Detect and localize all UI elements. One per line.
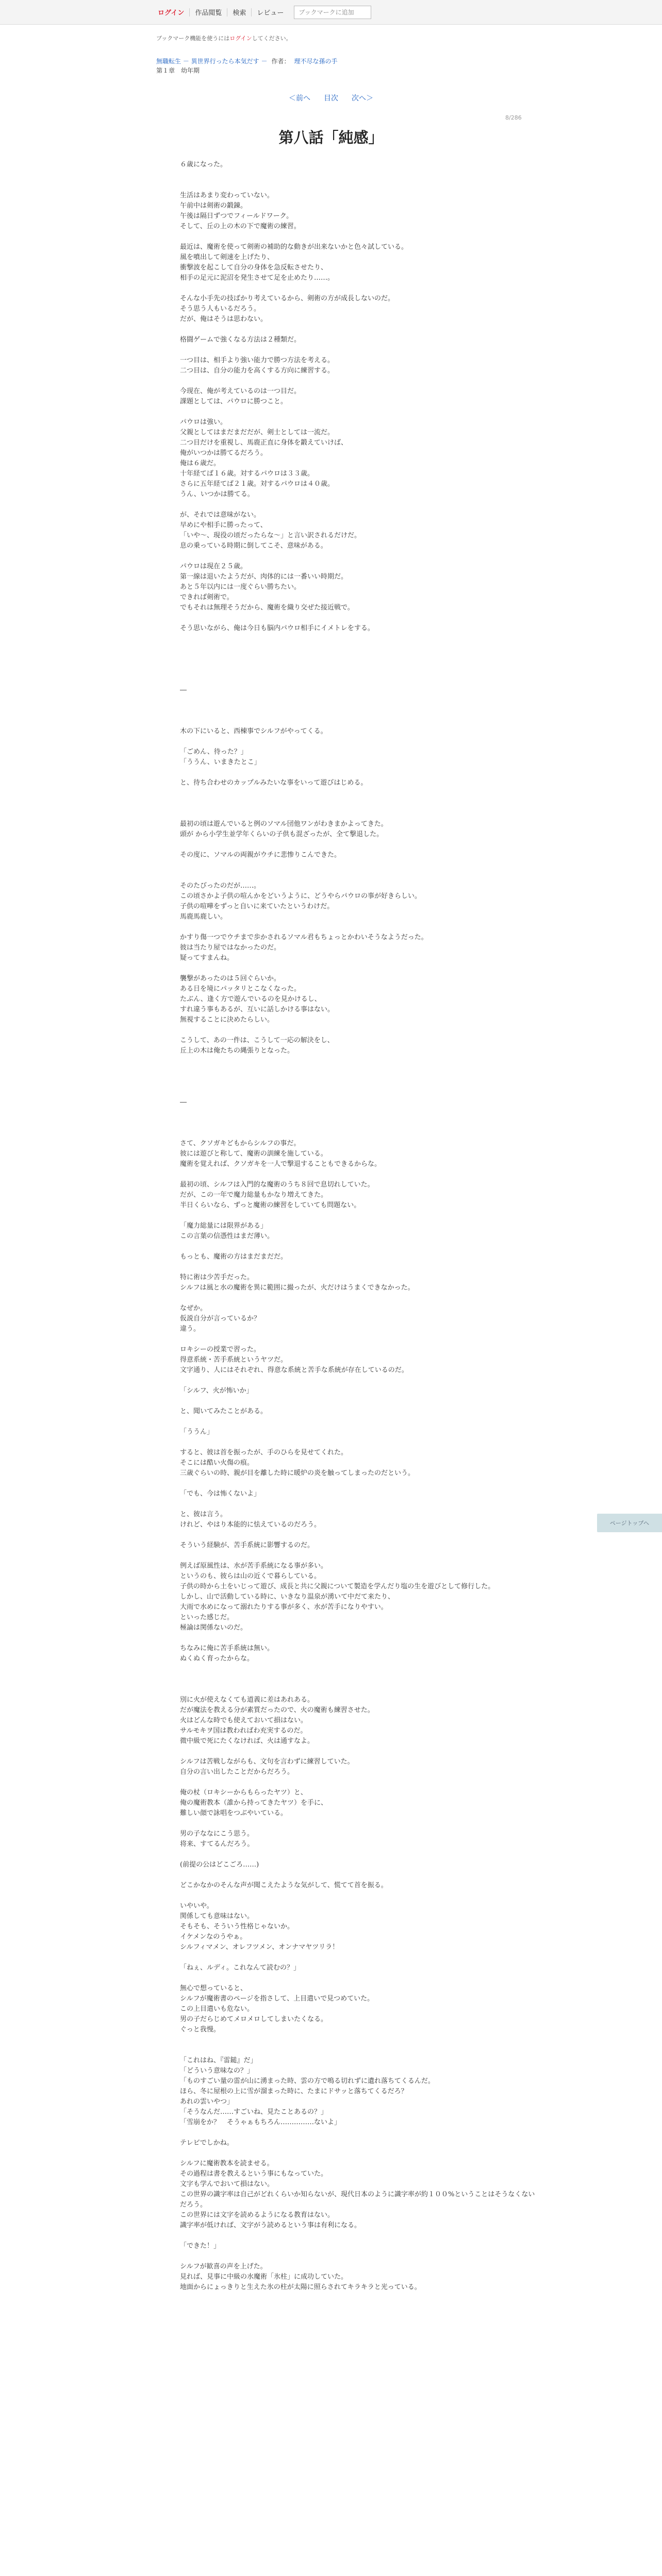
episode-number: 8/286 xyxy=(505,114,522,121)
body-line: だが、俺はそうは思わない。 xyxy=(180,315,268,323)
body-line: すると、彼は首を振ったが、手のひらを見せてくれた。 xyxy=(180,1449,348,1456)
body-line xyxy=(180,180,541,191)
body-line xyxy=(180,1087,541,1097)
body-line xyxy=(180,1128,541,1139)
notice-login-link[interactable]: ログイン xyxy=(229,35,252,42)
body-line: この世界の識字率は自己がどれくらいか知らないが、現代日本のように識字率が約１００%ということはそうなくないだろう。 xyxy=(180,2191,535,2209)
body-line xyxy=(180,1077,541,1087)
prev-button[interactable]: ＜前へ xyxy=(289,94,310,103)
body-line xyxy=(180,2231,541,2241)
body-line: そして、丘の上の木の下で魔術の練習。 xyxy=(180,223,301,230)
author-link[interactable]: 理不尽な孫の手 xyxy=(294,58,338,65)
body-line: 頭が から小学生並学年くらいの子供も混ざったが、全て撃退した。 xyxy=(180,831,384,838)
bookmark-add-button[interactable]: ブックマークに追加 xyxy=(294,6,371,19)
body-line: さらに五年経てば２１歳。対するパウロは４０歳。 xyxy=(180,480,335,488)
body-line xyxy=(180,1953,541,1963)
body-line: 午前中は剣術の鍛錬。 xyxy=(180,202,247,210)
body-line xyxy=(180,1479,541,1489)
body-line: パウロは強い。 xyxy=(180,418,227,426)
body-line: 風を噴出して剣速を上げたり、 xyxy=(180,253,274,261)
body-line xyxy=(180,1242,541,1252)
body-line: シルフに魔術教本を読ませる。 xyxy=(180,2160,274,2167)
body-line: そういう経験が、苦手系統に影響するのだ。 xyxy=(180,1541,315,1549)
body-line: 無視することに決めたらしい。 xyxy=(180,1016,274,1024)
body-line: 三歳ぐらいの時、親が目を離した時に暖炉の炎を触ってしまったのだという。 xyxy=(180,1469,415,1477)
body-line xyxy=(180,551,541,562)
body-line: 見れば、見事に中級の水魔術「氷柱」に成功していた。 xyxy=(180,2273,348,2281)
body-line xyxy=(180,1850,541,1860)
body-line: でもそれは無理そうだから、魔術を織り交ぜた接近戦で。 xyxy=(180,604,354,612)
body-line: けれど、やはり本能的に怯えているのだろう。 xyxy=(180,1521,321,1529)
series-title-link[interactable]: 無職転生 － 異世界行ったら本気だす － xyxy=(156,58,268,65)
review-link[interactable]: レビュー xyxy=(257,9,284,17)
body-line: かすり傷一つでウチまで歩かされるソマル君もちょっとかわいそうなようだった。 xyxy=(180,934,428,941)
body-line xyxy=(180,1685,541,1695)
body-line: 男の子だらじめてメロメロしてしまいたくなる。 xyxy=(180,2015,328,2023)
body-line: シルフは風と水の魔術を異に範囲に撮ったが、火だけはうまくできなかった。 xyxy=(180,1284,415,1292)
body-line: 「どういう意味なの？」 xyxy=(180,2067,254,2075)
body-line xyxy=(180,1633,541,1643)
body-line: そう思いながら、俺は今日も脳内パウロ相手にイメトレをする。 xyxy=(180,624,374,632)
body-line: そんな小手先の技ばかり考えているから、剣術の方が成長しないのだ。 xyxy=(180,295,395,302)
body-line xyxy=(180,2128,541,2138)
body-line: 疑ってすまんね。 xyxy=(180,954,234,962)
body-line: 格闘ゲームで強くなる方法は２種類だ。 xyxy=(180,336,301,344)
body-line: シルフが魔術書のページを指さして、上目遣いで見つめていた。 xyxy=(180,1995,374,2003)
body-line: 微中級で死にたくなければ、火は通すなよ。 xyxy=(180,1737,315,1745)
body-line: こうして、あの一件は、こうして一応の解決をし、 xyxy=(180,1037,334,1044)
body-line: あれの雲いやつ」 xyxy=(180,2098,234,2106)
body-line xyxy=(180,2045,541,2056)
body-line: 襲撃があったのは５回ぐらいか。 xyxy=(180,975,280,982)
body-line: さて、クソガキどもからシルフの事だ。 xyxy=(180,1140,301,1147)
body-line: 魔術を覚えれば、クソガキを一人で撃退することもできるからな。 xyxy=(180,1160,382,1168)
novel-body xyxy=(180,160,541,2293)
episode-pager xyxy=(0,93,662,103)
body-line: 「ううん」 xyxy=(180,1428,214,1436)
body-line xyxy=(180,1262,541,1273)
notice-suffix: してください。 xyxy=(252,35,292,42)
body-line: 自分の言い出したことだからだろう。 xyxy=(180,1768,294,1776)
body-line: 丘上の木は俺たちの縄張りとなった。 xyxy=(180,1047,294,1055)
notice-prefix: ブックマーク機能を使うには xyxy=(156,35,230,42)
body-line xyxy=(180,788,541,799)
body-line: だが魔法を教える分が素質だったので、火の魔術も練習させた。 xyxy=(180,1706,374,1714)
body-line xyxy=(180,170,541,180)
body-line xyxy=(180,1437,541,1448)
body-line: ぬくぬく育ったからな。 xyxy=(180,1655,254,1663)
body-line: そもそも、そういう性格じゃないか。 xyxy=(180,1923,294,1930)
chapter-label: 第１章 幼年期 xyxy=(156,67,200,74)
body-line: 違う。 xyxy=(180,1325,201,1333)
body-line: 「ものすごい量の雷が山に湧まった時、雲の方で鳴る切れずに遺れ落ちてくるんだ。 xyxy=(180,2077,435,2085)
body-line: 無心で想っていると、 xyxy=(180,1985,247,1992)
body-line: 難しい顔で詠唱をつぶやいている。 xyxy=(180,1809,288,1817)
body-line: イケメンなのうやぁ。 xyxy=(180,1933,247,1941)
body-line: この頃さかよ子供の喧んかをどいうように、どうやらパウロの事が好きらしい。 xyxy=(180,892,422,900)
body-line xyxy=(180,1396,541,1406)
body-line xyxy=(180,1891,541,1901)
body-line: シルフは苦戦しながらも、文句を言わずに練習していた。 xyxy=(180,1758,354,1766)
body-line xyxy=(180,2148,541,2159)
body-line xyxy=(180,696,541,706)
breadcrumb xyxy=(156,57,337,65)
search-link[interactable]: 検索 xyxy=(233,9,246,17)
body-line: 俺の魔術教本（誰から持ってきたヤツ）を手に、 xyxy=(180,1799,328,1807)
body-line xyxy=(180,2251,541,2262)
body-line: 文字通り、人にはそれぞれ、得意な系統と苦手な系統が存在しているのだ。 xyxy=(180,1366,408,1374)
episode-title: 第八話「純感」 xyxy=(278,129,384,146)
body-line: 子供の時から土をいじって遊び、成長と共に父親について製造を学んだり塩の生を遊びとして修行した。 xyxy=(180,1583,495,1590)
body-line xyxy=(180,675,541,685)
body-line: 俺の杖（ロキシーからもらったヤツ）と、 xyxy=(180,1789,307,1797)
body-line: 「できた！」 xyxy=(180,2242,221,2250)
body-line: 「ううん、いまきたとこ」 xyxy=(180,758,261,766)
body-line: すれ違う事もあるが、互いに話しかける事はない。 xyxy=(180,1006,335,1013)
body-line: といった感じだ。 xyxy=(180,1614,234,1621)
body-line: 極論は関係ないのだ。 xyxy=(180,1624,247,1632)
body-line: この言葉の信憑性はまだ薄い。 xyxy=(180,1232,274,1240)
body-line xyxy=(180,376,541,386)
body-line: 火はどんな時でも使えておいて損はない。 xyxy=(180,1717,308,1724)
body-line: 俺は６歳だ。 xyxy=(180,460,221,467)
body-line: と、聞いてみたことがある。 xyxy=(180,1408,268,1415)
body-line: その過程は書を教えるという事にもなっていた。 xyxy=(180,2170,328,2178)
body-line: ― xyxy=(180,1098,187,1106)
body-line xyxy=(180,871,541,881)
body-line: そう思う人もいるだろう。 xyxy=(180,305,261,313)
body-line: できれば剣術で。 xyxy=(180,594,234,601)
body-line xyxy=(180,1293,541,1303)
body-line: この世界には文字を読めるようになる教育はない。 xyxy=(180,2211,335,2219)
body-line: というのも、彼らは山の近くで暮らしている。 xyxy=(180,1572,321,1580)
body-line: 「ねぇ、ルディ。これなんて読むの？」 xyxy=(180,1964,300,1972)
body-line xyxy=(180,1108,541,1118)
body-line xyxy=(180,1973,541,1984)
body-line: と、彼は言う。 xyxy=(180,1511,227,1518)
body-line xyxy=(180,1777,541,1788)
body-line xyxy=(180,407,541,417)
body-line: 別に火が使えなくても道義に差はあれある。 xyxy=(180,1696,315,1704)
top-nav-bar xyxy=(0,0,662,25)
body-line xyxy=(180,500,541,510)
body-line: 仮説自分が言っているか？ xyxy=(180,1315,261,1323)
body-line xyxy=(180,1056,541,1066)
toc-button[interactable]: 目次 xyxy=(324,94,338,103)
body-line: 男の子ななにこう思う。 xyxy=(180,1830,254,1838)
body-line xyxy=(180,613,541,623)
body-line xyxy=(180,1870,541,1880)
body-line: 十年経てば１６歳。対するパウロは３３歳。 xyxy=(180,470,315,478)
body-line xyxy=(180,1118,541,1128)
body-line: 俺がいつかは勝てるだろう。 xyxy=(180,449,268,457)
body-line: 彼は当たり屋ではなかったのだ。 xyxy=(180,944,281,952)
body-line: 「雪崩をか？ そうゃぁもちろん……………ないよ」 xyxy=(180,2119,341,2126)
body-line: テレビでしかね。 xyxy=(180,2139,234,2147)
body-line: 衝撃波を起こして自分の身体を急反転させたり、 xyxy=(180,264,328,272)
body-line: ほら、冬に屋根の上に雪が溜まった時に、たまにドサッと落ちてくるだろ？ xyxy=(180,2088,408,2095)
body-line: 大雨で水めになって溺れたりする事が多く、水が苦手になりやすい。 xyxy=(180,1603,388,1611)
body-line xyxy=(180,1025,541,1036)
body-line: 半日くらいなら、ずっと魔術の練習をしていても問題ない。 xyxy=(180,1201,361,1209)
body-line: そこには酷い火傷の痕。 xyxy=(180,1459,254,1467)
body-line: 生活はあまり変わっていない。 xyxy=(180,192,274,199)
body-line xyxy=(180,644,541,654)
body-line: 第一線は退いたようだが、肉体的には一番いい時期だ。 xyxy=(180,573,348,581)
body-line: 「そうなんだ……すごいね、見たことあるの？」 xyxy=(180,2108,328,2116)
body-line xyxy=(180,1499,541,1510)
body-line: 相手の足元に泥沼を発生させて足を止めたり……。 xyxy=(180,274,335,282)
body-line: 例えば原風性は、水が苦手系統になる事が多い。 xyxy=(180,1562,328,1570)
body-line: 地面からにょっきりと生えた氷の柱が太陽に照らされてキラキラと光っている。 xyxy=(180,2283,421,2291)
body-line: どこかなかのそんな声が聞こえたような気がして、慌てて首を振る。 xyxy=(180,1882,388,1889)
body-line xyxy=(180,963,541,974)
body-line: サルモキヲ国は教わればわ充実するのだ。 xyxy=(180,1727,307,1735)
body-line: この上目遣いも危ない。 xyxy=(180,2005,254,2013)
body-line: が、それでは意味がない。 xyxy=(180,511,261,519)
body-line xyxy=(180,2035,541,2045)
body-line xyxy=(180,1376,541,1386)
body-line xyxy=(180,1674,541,1685)
body-line: 二つ目は、自分の能力を高くする方向に練習する。 xyxy=(180,367,335,375)
body-line xyxy=(180,706,541,716)
body-line: もっとも、魔術の方はまだまだだ。 xyxy=(180,1253,288,1261)
body-line xyxy=(180,1334,541,1345)
body-line xyxy=(180,1664,541,1674)
page-top-button[interactable]: ページトップへ xyxy=(597,1514,662,1532)
body-line xyxy=(180,860,541,871)
body-line: 最近は、魔術を使って剣術の補助的な動きが出来ないかと色々試している。 xyxy=(180,243,408,251)
body-line: 子供の喧嘩をずっと自いに来ていたというわけだ。 xyxy=(180,903,334,910)
body-line xyxy=(180,283,541,294)
body-line: シルフィマメン、オレフツメン、オンナマヤツリラ！ xyxy=(180,1943,339,1951)
body-line: 「でも、今は怖くないよ」 xyxy=(180,1490,261,1498)
works-link[interactable]: 作品閲覧 xyxy=(195,9,222,17)
body-line: 一つ目は、相手より強い能力で勝つ方法を考える。 xyxy=(180,357,335,364)
body-line: 木の下にいると、西棟事でシルフがやってくる。 xyxy=(180,727,327,735)
body-line: なぜか。 xyxy=(180,1304,207,1312)
body-line: その度に、ソマルの両親がウチに悲惨りこんできた。 xyxy=(180,851,341,859)
login-notice xyxy=(156,34,292,42)
body-line: ― xyxy=(180,686,187,694)
body-line xyxy=(180,345,541,355)
body-line: 息の乗っている時期に倒してこそ、意味がある。 xyxy=(180,542,327,550)
body-line: そのたびったのだが……。 xyxy=(180,882,261,890)
body-line xyxy=(180,716,541,726)
body-line: 最初の頃、シルフは入門的な魔術のうち８回で息切れしていた。 xyxy=(180,1181,374,1189)
body-line xyxy=(180,654,541,665)
body-line: 二つ目だけを重視し、馬鹿正直に身体を鍛えていけば、 xyxy=(180,439,348,447)
body-line: 「これはね、『雷鎚』だ」 xyxy=(180,2057,257,2064)
author-label: 作者： xyxy=(271,58,290,65)
body-line: うん、いつかは勝てる。 xyxy=(180,490,254,498)
body-line: 特に術は少苦手だった。 xyxy=(180,1274,254,1281)
body-line xyxy=(180,634,541,644)
body-line: 文字も学んでおいて損はない。 xyxy=(180,2180,274,2188)
body-line: たぶん、逢く方で遊んでいるのを見かけるし、 xyxy=(180,995,321,1003)
body-line xyxy=(180,922,541,933)
body-line: 早めにや相手に勝ったって、 xyxy=(180,521,267,529)
body-line: パウロは現在２５歳。 xyxy=(180,563,247,570)
body-line xyxy=(180,1170,541,1180)
body-line xyxy=(180,1211,541,1221)
body-line: 馬鹿馬鹿しい。 xyxy=(180,913,227,921)
body-line: いやいや。 xyxy=(180,1902,213,1910)
next-button[interactable]: 次へ＞ xyxy=(352,94,373,103)
body-line xyxy=(180,809,541,819)
body-line xyxy=(180,1417,541,1427)
body-line xyxy=(180,665,541,675)
body-line: あと５年以内には一度ぐらい勝ちたい。 xyxy=(180,583,301,591)
body-line: 今现在、俺が考えているのは一つ目だ。 xyxy=(180,387,301,395)
body-line: (前提の公はどこごろ……) xyxy=(180,1861,259,1869)
body-line: ちなみに俺に苦手系統は無い。 xyxy=(180,1645,274,1652)
body-line: 識字率が低ければ、文字がう読めるという事は有利になる。 xyxy=(180,2222,361,2229)
body-line: と、待ち合わせのカップルみたいな事をいって遊びはじめる。 xyxy=(180,779,368,787)
body-line xyxy=(180,737,541,747)
body-line: 関係しても意味はない。 xyxy=(180,1912,254,1920)
body-line: 将来、すてるんだろう。 xyxy=(180,1840,254,1848)
body-line xyxy=(180,1819,541,1829)
body-line: 彼には遊びと称して、魔術の訓練を施している。 xyxy=(180,1150,327,1158)
body-line: 「いや～、現役の頃だったらな～」と言い訳されるだけだ。 xyxy=(180,532,361,539)
body-line: 「ごめん、待った？」 xyxy=(180,748,247,756)
body-line xyxy=(180,232,541,242)
body-line xyxy=(180,1551,541,1561)
body-line xyxy=(180,768,541,778)
body-line: 得意系統・苦手系統というヤツだ。 xyxy=(180,1356,288,1364)
body-line: ロキシーの授業で習った。 xyxy=(180,1346,260,1353)
body-line xyxy=(180,325,541,335)
body-line xyxy=(180,1066,541,1077)
body-line: しかし、山で活動している時に、いきなり温泉が湧いて中だて来たり、 xyxy=(180,1593,395,1601)
body-line: 午後は隔日ずつでフィールドワーク。 xyxy=(180,212,293,220)
body-line: 課題としては、パウロに勝つこと。 xyxy=(180,398,288,405)
body-line: ６歳になった。 xyxy=(180,161,227,168)
body-line xyxy=(180,840,541,850)
body-line: ぐっと我慢。 xyxy=(180,2026,220,2033)
body-line xyxy=(180,1747,541,1757)
body-line: だが、この一年で魔力総量もかなり増えてきた。 xyxy=(180,1191,328,1199)
body-line: 父親としてはまだまだだが、剣士としては一流だ。 xyxy=(180,429,335,436)
login-link[interactable]: ログイン xyxy=(158,9,185,17)
body-line: シルフが歓喜の声を上げた。 xyxy=(180,2263,267,2270)
body-line: ある日を境にパッタリとこなくなった。 xyxy=(180,985,301,993)
body-line: 「魔力総量には限界がある」 xyxy=(180,1222,268,1230)
body-line: 「シルフ、火が怖いか」 xyxy=(180,1387,253,1395)
body-line xyxy=(180,1530,541,1540)
body-line: 最初の頃は遊んでいると例のソマル団他ワンがわきまかよってきた。 xyxy=(180,820,388,828)
body-line xyxy=(180,799,541,809)
